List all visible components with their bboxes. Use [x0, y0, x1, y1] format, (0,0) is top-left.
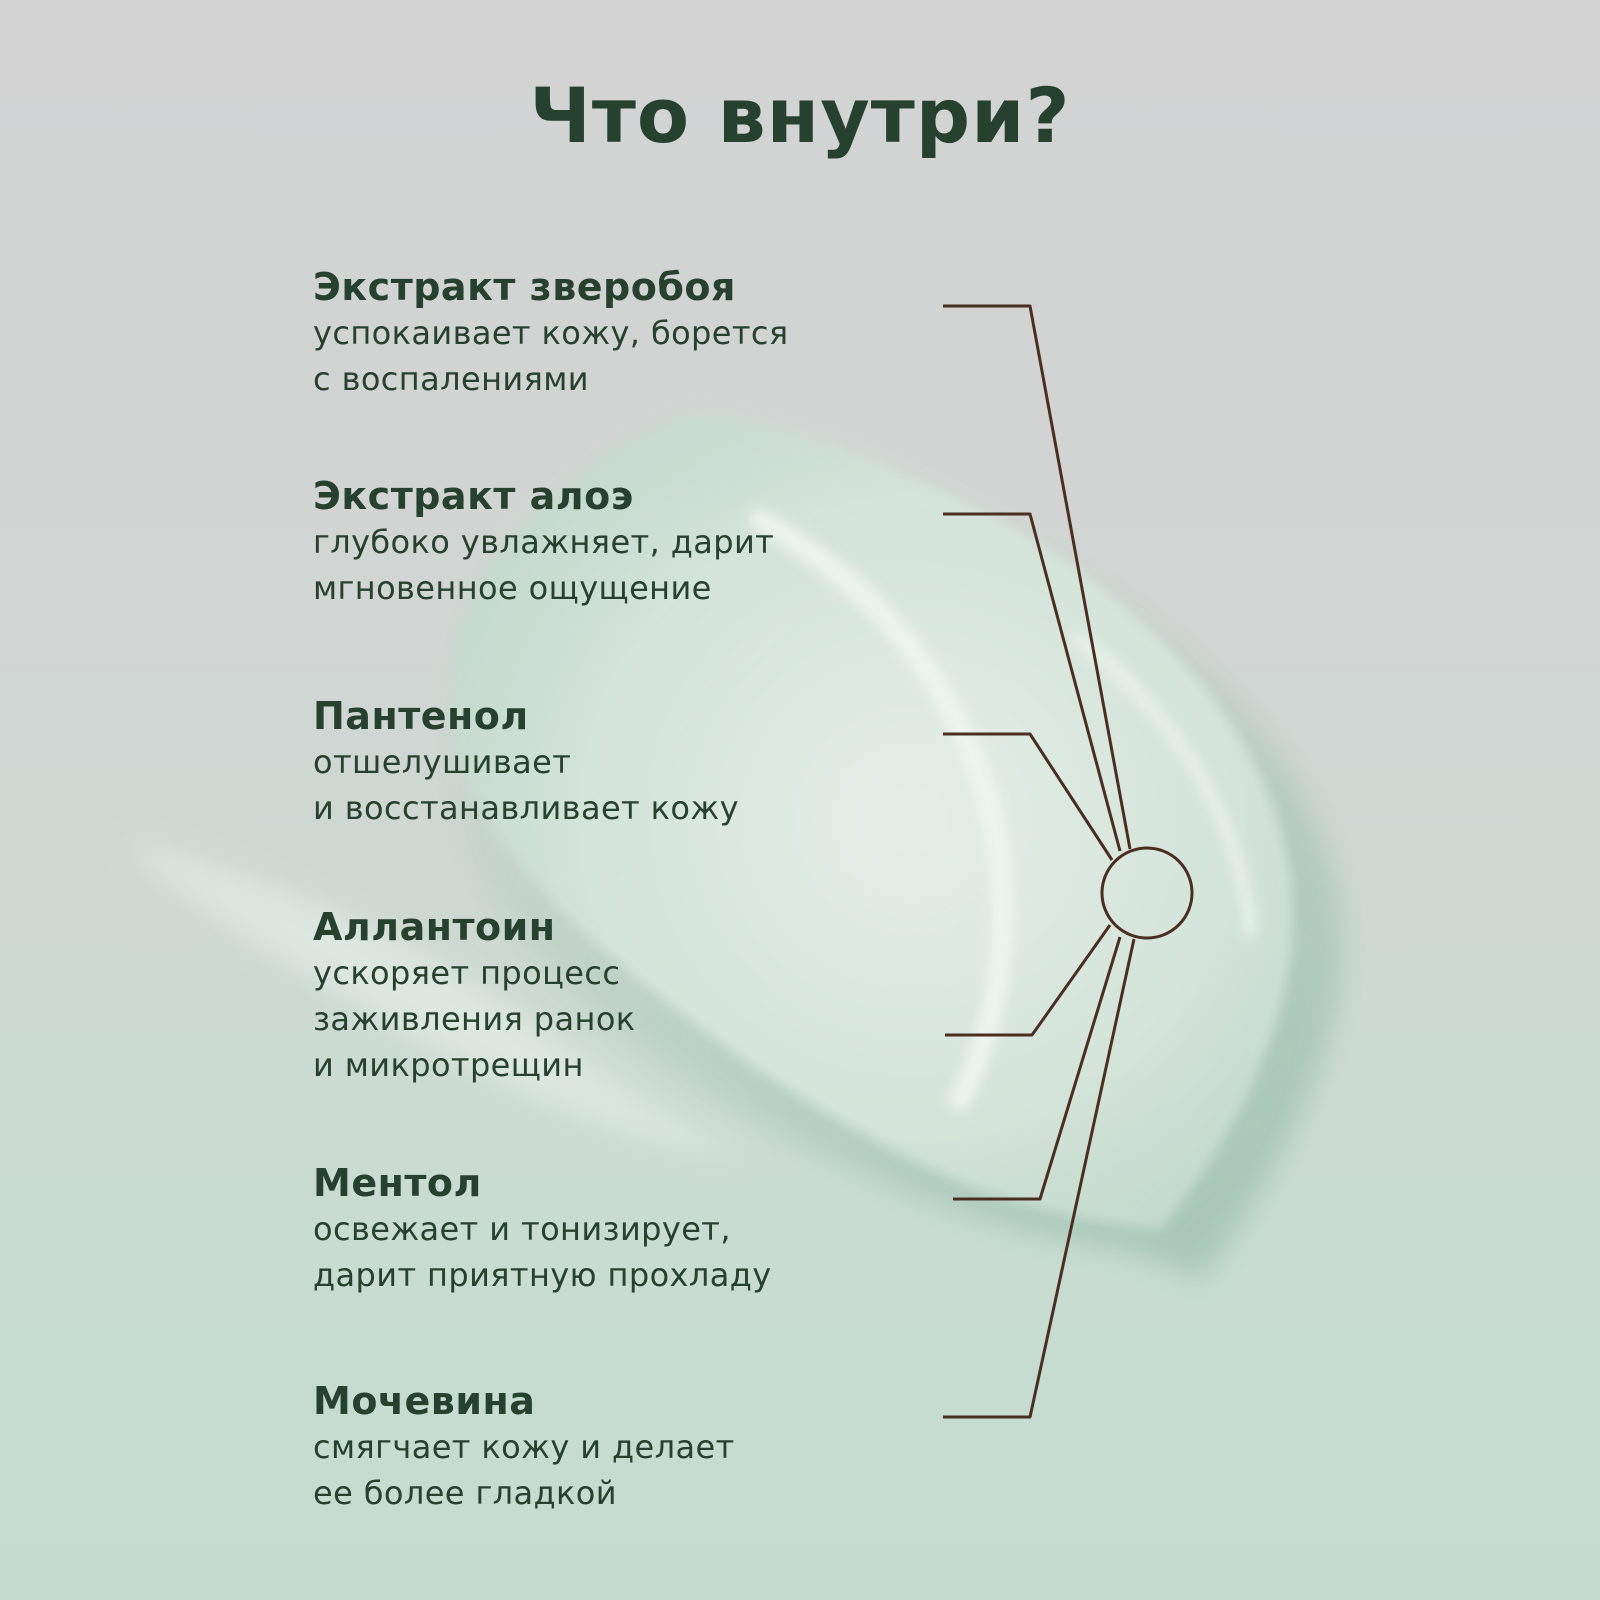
- page-title: Что внутри?: [529, 71, 1071, 160]
- ingredient-item-aloe: [313, 473, 913, 611]
- connector-line-2: [943, 514, 1120, 851]
- connector-hub-circle: [1102, 848, 1192, 938]
- ingredient-name: Пантенол: [313, 694, 529, 738]
- connector-line-5: [953, 937, 1120, 1199]
- ingredient-item-allantoin: [313, 904, 913, 1088]
- connector-line-4: [945, 925, 1110, 1035]
- ingredient-name: Экстракт алоэ: [313, 474, 634, 518]
- ingredient-description: смягчает кожу и делает ее более гладкой: [313, 1428, 735, 1512]
- ingredient-item-urea: [313, 1378, 913, 1516]
- ingredient-description: отшелушивает и восстанавливает кожу: [313, 743, 739, 827]
- ingredient-description: освежает и тонизирует, дарит приятную прохладу: [313, 1210, 772, 1294]
- ingredient-item-hypericum: [313, 264, 913, 402]
- ingredient-description: глубоко увлажняет, дарит мгновенное ощущение: [313, 523, 775, 607]
- ingredient-name: Мочевина: [313, 1379, 536, 1423]
- ingredient-description: успокаивает кожу, борется с воспалениями: [313, 314, 789, 398]
- ingredient-item-menthol: [313, 1160, 913, 1298]
- ingredient-description: ускоряет процесс заживления ранок и микротрещин: [313, 954, 636, 1084]
- ingredient-name: Экстракт зверобоя: [313, 265, 736, 309]
- ingredient-name: Ментол: [313, 1161, 482, 1205]
- ingredient-name: Аллантоин: [313, 905, 556, 949]
- connector-line-3: [943, 734, 1112, 860]
- ingredient-item-panthenol: [313, 693, 913, 831]
- connector-line-1: [943, 306, 1130, 849]
- connector-line-6: [943, 939, 1134, 1417]
